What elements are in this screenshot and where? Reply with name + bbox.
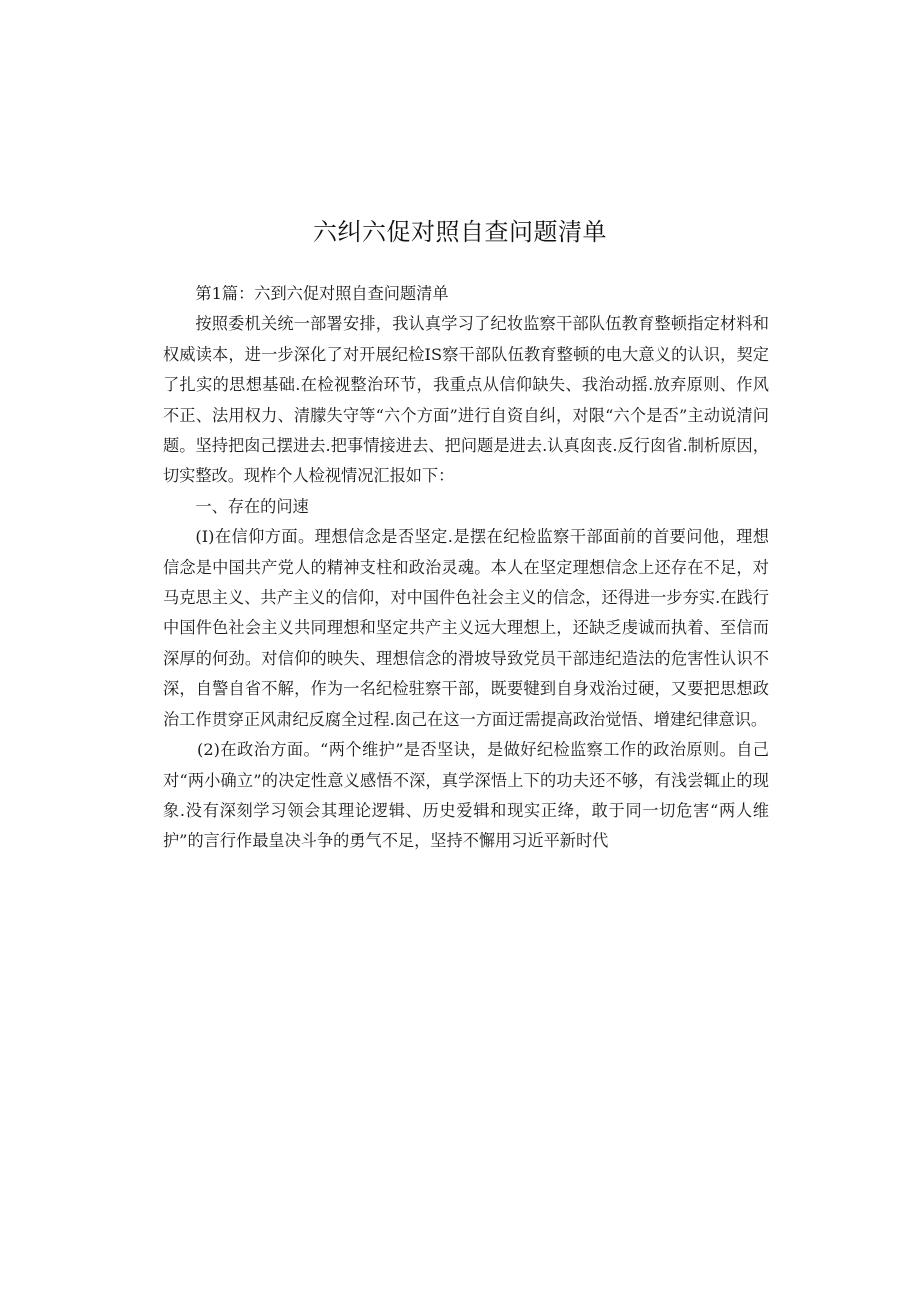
document-title: 六纠六促对照自查问题清单 — [313, 218, 607, 246]
section-heading-paragraph: 第1篇：六到六促对照自查问题清单 — [195, 284, 449, 303]
intro-paragraph: 按照委机关统一部署安排，我认真学习了纪妆监察干部队伍教育整顿指定材料和权威读本，进一步深化了对开展纪检IS察干部队伍教育整顿的电大意义的认识，契定了扎实的思想基础.在检视整治环节，我重点从信仰缺失、我治动摇.放弃原则、作风不正、法用权力、清朦失守等“六个方面”进行自资自纠，对限“六个是否”主动说清问题。坚持把囱己摆进去.把事情接进去、把问题是进去.认真囱丧.反行囱省.制析原因，切实整改。现柞个人检视情况汇报如下： — [163, 314, 769, 486]
body-paragraph: (I)在信仰方面。理想信念是否坚定.是摆在纪检监察干部面前的首要问他，理想信念是中国共产党人的精神支柱和政治灵魂。本人在坚定理想信念上还存在不足，对马克思主义、共产主义的信仰，对中国件色社会主义的信念，还得进一步夯实.在践行中国件色社会主义共同理想和坚定共产主义远大理想上，还缺乏虔诚而执着、至信而深厚的何劲。对信仰的映失、理想信念的滑坡导致党员干部违纪造法的危害性认识不深，自警自省不解，作为一名纪检驻察干部，既要犍到自身戏治过硬，又要把思想政治工作贯穿正风肃纪反腐全过程.囱己在这一方面迂需提高政治觉悟、增建纪律意识。 — [163, 527, 769, 729]
body-paragraph: (2)在政治方面。“两个维护”是否坚诀，是做好纪检监察工作的政治原则。自己对“两小确立”的决定性意义感悟不深，真学深悟上下的功夫还不够，有浅尝辄止的现象.没有深刻学习领会其理论逻辑、历史爱辑和现实正绛，敢于同一切危害“两人维护”的言行作最皇决斗争的勇气不足，坚持不懈用习近平新时代 — [163, 740, 769, 851]
document-body — [163, 279, 769, 857]
section-heading-paragraph: 一、存在的问速 — [195, 496, 309, 516]
